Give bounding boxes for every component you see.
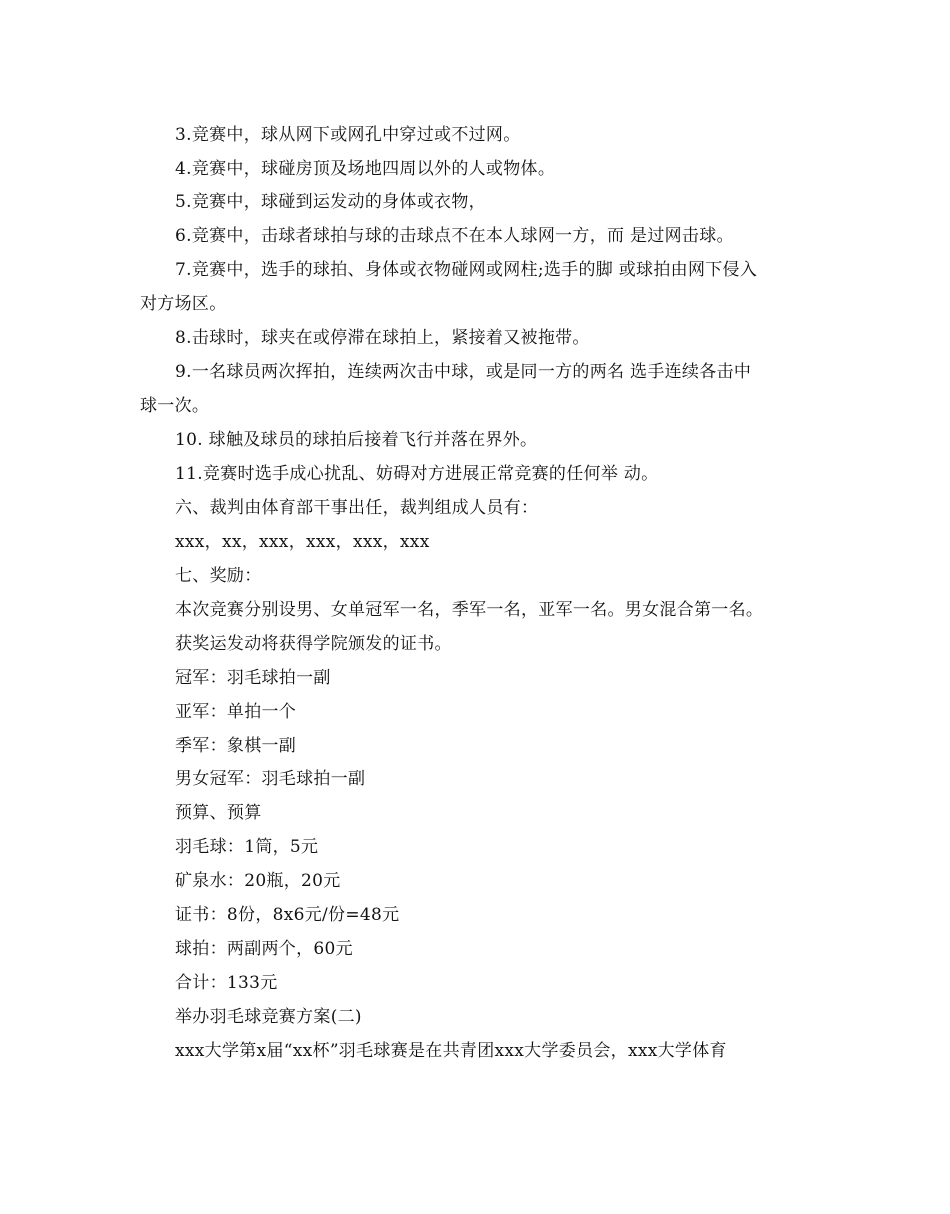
section-heading: 举办羽毛球竞赛方案(二) — [175, 1007, 362, 1027]
budget-total: 合计：133元 — [175, 973, 278, 993]
paragraph-line: 5.竞赛中，球碰到运发动的身体或衣物， — [175, 192, 486, 212]
budget-item: 球拍：两副两个，60元 — [175, 939, 353, 959]
section-heading: 七、奖励： — [175, 566, 262, 586]
paragraph-line: 6.竞赛中，击球者球拍与球的击球点不在本人球网一方，而 是过网击球。 — [175, 226, 734, 246]
paragraph-line: 10. 球触及球员的球拍后接着飞行并落在界外。 — [175, 430, 538, 450]
section-heading: 预算、预算 — [175, 803, 262, 823]
award-item: 亚军：单拍一个 — [175, 702, 297, 722]
paragraph-line: 获奖运发动将获得学院颁发的证书。 — [175, 634, 452, 654]
budget-item: 矿泉水：20瓶，20元 — [175, 871, 341, 891]
paragraph-line: 9.一名球员两次挥拍，连续两次击中球，或是同一方的两名 选手连续各击中 — [175, 362, 752, 382]
paragraph-line-continuation: 对方场区。 — [140, 294, 227, 314]
paragraph-line: 7.竞赛中，选手的球拍、身体或衣物碰网或网柱;选手的脚 或球拍由网下侵入 — [175, 260, 758, 280]
paragraph-line: 本次竞赛分别设男、女单冠军一名，季军一名，亚军一名。男女混合第一名。 — [175, 600, 764, 620]
budget-item: 羽毛球：1筒，5元 — [175, 837, 319, 857]
paragraph-line: 4.竞赛中，球碰房顶及场地四周以外的人或物体。 — [175, 159, 556, 179]
paragraph-line-continuation: 球一次。 — [140, 396, 210, 416]
paragraph-line: xxx大学第x届“xx杯”羽毛球赛是在共青团xxx大学委员会，xxx大学体育 — [175, 1041, 727, 1061]
award-item: 男女冠军：羽毛球拍一副 — [175, 769, 366, 789]
award-item: 季军：象棋一副 — [175, 736, 297, 756]
paragraph-line: 8.击球时，球夹在或停滞在球拍上，紧接着又被拖带。 — [175, 328, 590, 348]
paragraph-line: 3.竞赛中，球从网下或网孔中穿过或不过网。 — [175, 125, 521, 145]
paragraph-line: 11.竞赛时选手成心扰乱、妨碍对方进展正常竞赛的任何举 动。 — [175, 464, 659, 484]
budget-item: 证书：8份，8x6元/份=48元 — [175, 905, 400, 925]
award-item: 冠军：羽毛球拍一副 — [175, 668, 331, 688]
referee-names: xxx，xx，xxx，xxx，xxx，xxx — [175, 532, 430, 552]
section-heading: 六、裁判由体育部干事出任，裁判组成人员有： — [175, 498, 539, 518]
